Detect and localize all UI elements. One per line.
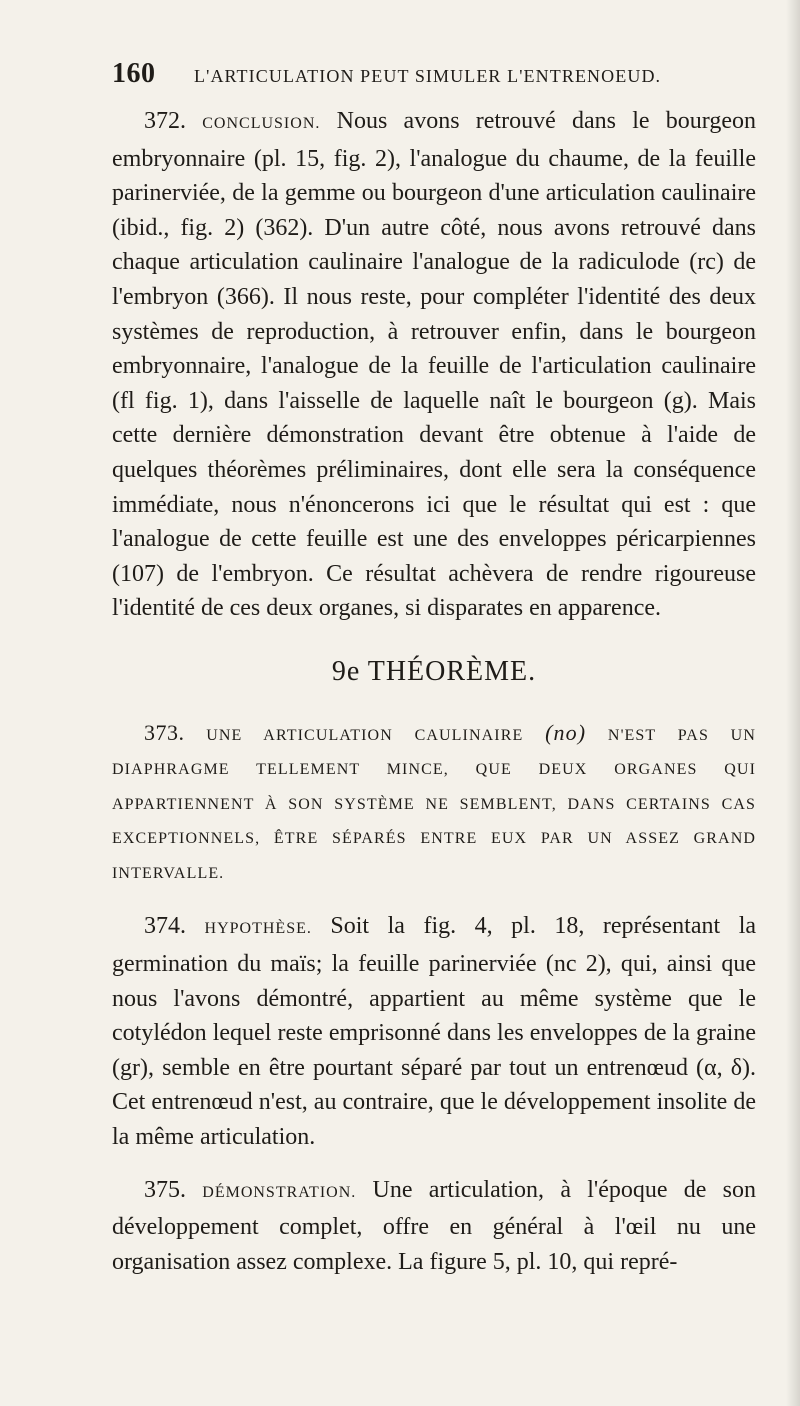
section-text-375: Une articulation, à l'époque de son développement complet, offre en général à l'œil nu une organisation assez complexe. La figure 5, pl. 10, qui repré- <box>112 1176 757 1275</box>
section-label-372: CONCLUSION. <box>202 115 321 132</box>
section-374 <box>112 909 756 1154</box>
section-number-375: 375. <box>144 1176 186 1203</box>
section-label-374: HYPOTHÈSE. <box>204 920 312 938</box>
section-375 <box>112 1173 756 1280</box>
theorem-title: 9e THÉORÈME. <box>331 655 537 687</box>
paragraph-374 <box>112 909 756 1154</box>
paragraph-372 <box>112 104 756 626</box>
theorem-statement <box>112 716 756 892</box>
theorem-statement-paren: (no) <box>545 719 587 745</box>
page-header <box>112 58 756 98</box>
running-head: L'ARTICULATION PEUT SIMULER L'ENTRENOEUD. <box>194 66 662 86</box>
theorem-number: 373. <box>144 719 185 745</box>
section-text-374: Soit la fig. 4, pl. 18, représentant la germination du maïs; la feuille parinerviée (nc 2), qui, ainsi que nous l'avons démontré, appartient au même système que le cotylédon lequel reste emprisonné dans les enveloppes de la graine (gr), semble en être pourtant séparé par tout un entrenœud (α, δ). Cet entrenœud n'est, au contraire, que le développement insolite de la même articulation. <box>112 913 757 1150</box>
section-label-375: DÉMONSTRATION. <box>202 1183 357 1201</box>
page-edge-shadow <box>786 0 800 1406</box>
section-372 <box>112 104 756 626</box>
theorem-statement-a: UNE ARTICULATION CAULINAIRE <box>206 726 524 744</box>
section-text-372: Nous avons retrouvé dans le bourgeon embryonnaire (pl. 15, fig. 2), l'analogue du chaume, de la feuille parinerviée, de la gemme ou bourgeon d'une articulation caulinaire (ibid., fig. 2) (362). D'un autre côté, nous avons retrouvé dans chaque articulation caulinaire l'analogue de la radiculode (rc) de l'embryon (366). Il nous reste, pour compléter l'identité des deux systèmes de reproduction, à retrouver enfin, dans le bourgeon embryonnaire, l'analogue de la feuille de l'articulation caulinaire (fl fig. 1), dans l'aisselle de laquelle naît le bourgeon (g). Mais cette dernière démonstration devant être obtenue à l'aide de quelques théorèmes préliminaires, dont elle sera la conséquence immédiate, nous n'énoncerons ici que le résultat qui est : que l'analogue de cette feuille est une des enveloppes péricarpiennes (107) de l'embryon. Ce résultat achèvera de rendre rigoureuse l'identité de ces deux organes, si disparates en apparence. <box>112 108 756 622</box>
page-number: 160 <box>112 58 156 89</box>
section-number-374: 374. <box>144 913 186 940</box>
paragraph-375 <box>112 1173 756 1280</box>
theorem-statement-b: N'EST PAS UN DIAPHRAGME TELLEMENT MINCE, QUE DEUX ORGANES QUI APPARTIENNENT À SON SYSTÈME NE SEMBLENT, DANS CERTAINS CAS EXCEPTIONNELS, ÊTRE SÉPARÉS ENTRE EUX PAR UN ASSEZ GRAND INTERVALLE. <box>112 726 756 882</box>
section-number-372: 372. <box>144 108 186 134</box>
